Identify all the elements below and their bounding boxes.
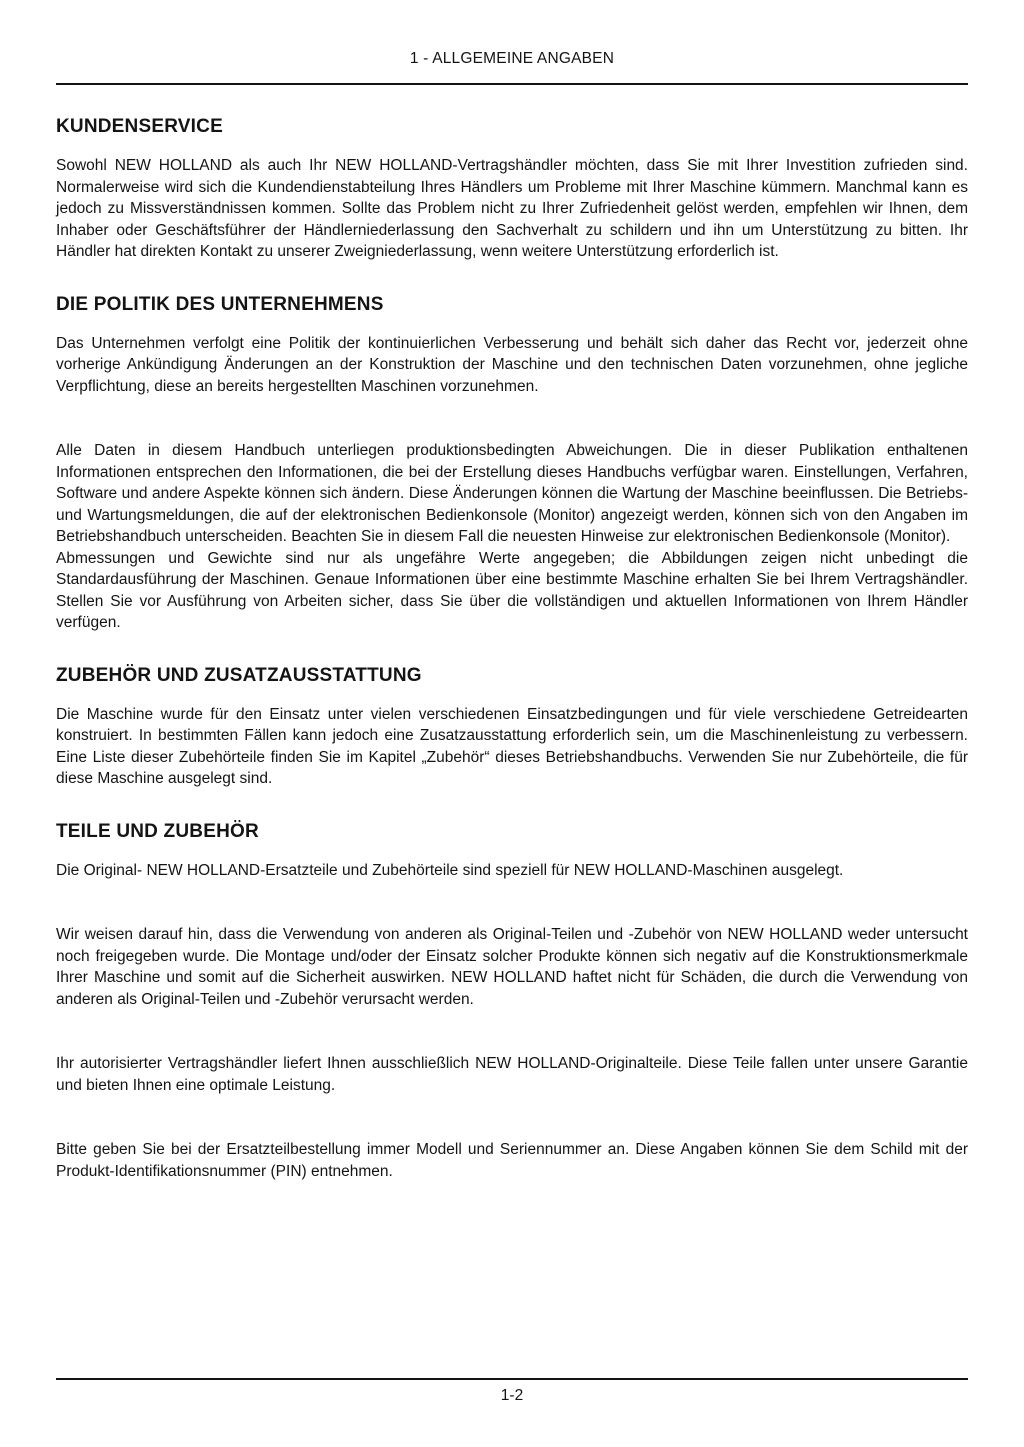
paragraph: Abmessungen und Gewichte sind nur als ungefähre Werte angegeben; die Abbildungen zeigen nicht unbedingt die Standardausführung der Maschinen. Genaue Informationen über eine bestimmte Maschine erhalten Sie bei Ihrem Vertragshändler. Stellen Sie vor Ausführung von Arbeiten sicher, dass Sie über die vollständigen und aktuellen Informationen von Ihrem Händler verfügen. (56, 549, 968, 631)
paragraph: Ihr autorisierter Vertragshändler liefert Ihnen ausschließlich NEW HOLLAND-Originalteile. Diese Teile fallen unter unsere Garantie und bieten Ihnen eine optimale Leistung. (56, 1055, 968, 1094)
paragraph: Alle Daten in diesem Handbuch unterliegen produktionsbedingten Abweichungen. Die in dieser Publikation enthaltenen Informationen entsprechen den Informationen, die bei der Erstellung dieses Handbuchs verfügbar waren. Einstellungen, Verfahren, Software und andere Aspekte können sich ändern. Diese Änderungen können die Wartung der Maschine beeinflussen. Die Betriebs- und Wartungsmeldungen, die auf der elektronischen Bedienkonsole (Monitor) angezeigt werden, können sich von den Angaben im Betriebshandbuch unterscheiden. Beachten Sie in diesem Fall die neuesten Hinweise zur elektronischen Bedienkonsole (Monitor). (56, 442, 968, 545)
page-footer (56, 1378, 968, 1405)
section-heading-politik: DIE POLITIK DES UNTERNEHMENS (56, 293, 384, 315)
paragraph: Bitte geben Sie bei der Ersatzteilbestellung immer Modell und Seriennummer an. Diese Angaben können Sie dem Schild mit der Produkt-Identifikationsnummer (PIN) entnehmen. (56, 1141, 968, 1180)
page-header-title: 1 - ALLGEMEINE ANGABEN (409, 50, 615, 67)
section-heading-teile-zubehoer: TEILE UND ZUBEHÖR (56, 820, 259, 842)
section-heading-zubehoer-zusatzausstattung: ZUBEHÖR UND ZUSATZAUSSTATTUNG (56, 664, 422, 686)
paragraph: Die Original- NEW HOLLAND-Ersatzteile und Zubehörteile sind speziell für NEW HOLLAND-Maschinen ausgelegt. (56, 861, 844, 879)
header-rule (56, 83, 968, 85)
paragraph: Wir weisen darauf hin, dass die Verwendung von anderen als Original-Teilen und -Zubehör von NEW HOLLAND weder untersucht noch freigegeben wurde. Die Montage und/oder der Einsatz solcher Produkte können sich negativ auf die Konstruktionsmerkmale Ihrer Maschine und somit auf die Sicherheit auswirken. NEW HOLLAND haftet nicht für Schäden, die durch die Verwendung von anderen als Original-Teilen und -Zubehör verursacht werden. (56, 926, 968, 1008)
paragraph: Die Maschine wurde für den Einsatz unter vielen verschiedenen Einsatzbedingungen und für viele verschiedene Getreidearten konstruiert. In bestimmten Fällen kann jedoch eine Zusatzausstattung erforderlich sein, um die Maschinenleistung zu verbessern. Eine Liste dieser Zubehörteile finden Sie im Kapitel „Zubehör“ dieses Betriebshandbuchs. Verwenden Sie nur Zubehörteile, die für diese Maschine ausgelegt sind. (56, 705, 968, 787)
paragraph: Das Unternehmen verfolgt eine Politik der kontinuierlichen Verbesserung und behält sich daher das Recht vor, jederzeit ohne vorherige Ankündigung Änderungen an der Konstruktion der Maschine und den technischen Daten vorzunehmen, ohne jegliche Verpflichtung, diese an bereits hergestellten Maschinen vorzunehmen. (56, 334, 968, 395)
section-heading-kundenservice: KUNDENSERVICE (56, 116, 223, 137)
page-number: 1-2 (500, 1387, 524, 1404)
paragraph: Sowohl NEW HOLLAND als auch Ihr NEW HOLLAND-Vertragshändler möchten, dass Sie mit Ihrer Investition zufrieden sind. Normalerweise wird sich die Kundendienstabteilung Ihres Händlers um Probleme mit Ihrer Maschine kümmern. Manchmal kann es jedoch zu Missverständnissen kommen. Sollte das Problem nicht zu Ihrer Zufriedenheit gelöst werden, empfehlen wir Ihnen, dem Inhaber oder Geschäftsführer der Händlerniederlassung den Sachverhalt zu schildern und ihn um Unterstützung zu bitten. Ihr Händler hat direkten Kontakt zu unserer Zweigniederlassung, wenn weitere Unterstützung erforderlich ist. (56, 157, 968, 260)
